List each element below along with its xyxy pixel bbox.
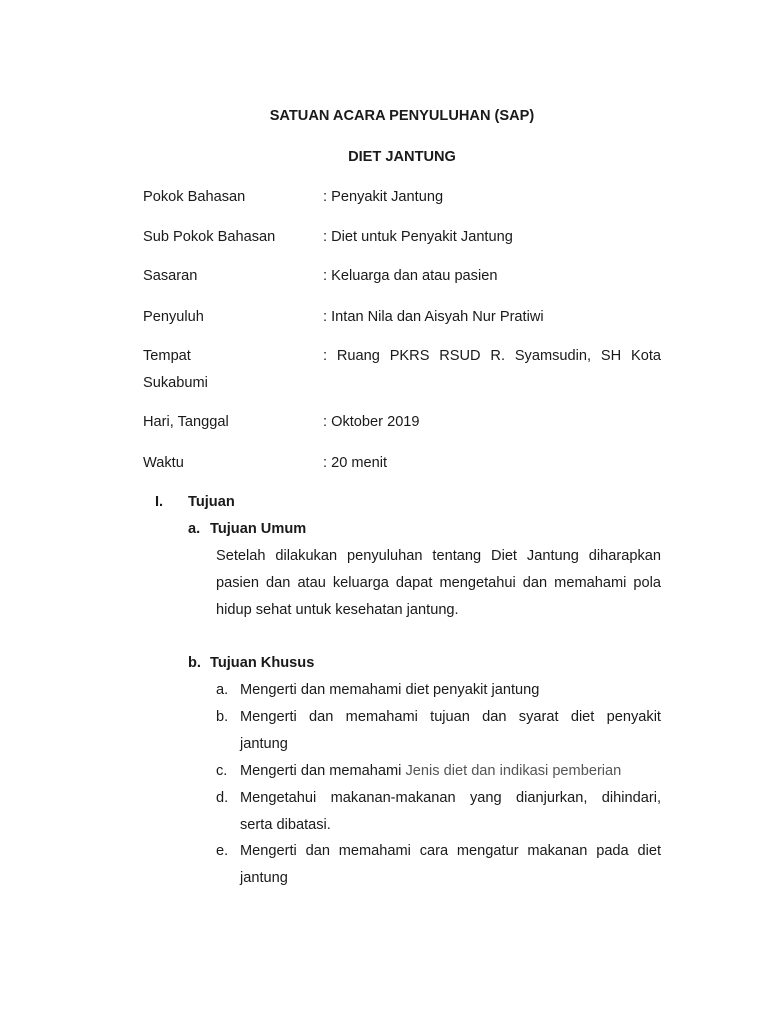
- info-value: : Ruang PKRS RSUD R. Syamsudin, SH Kota: [323, 348, 661, 364]
- list-item-text-continuation: serta dibatasi.: [240, 817, 331, 833]
- subsection-heading-khusus: [188, 655, 314, 671]
- info-value: : Diet untuk Penyakit Jantung: [323, 229, 513, 245]
- list-item-text: Mengerti dan memahami cara mengatur makanan pada diet: [240, 843, 661, 859]
- paragraph-line: Setelah dilakukan penyuluhan tentang Diet Jantung diharapkan: [216, 548, 661, 564]
- info-label: Penyuluh: [143, 309, 204, 325]
- info-row-pokok-bahasan: [143, 189, 661, 209]
- list-item-text: Mengerti dan memahami tujuan dan syarat diet penyakit: [240, 709, 661, 725]
- subsection-marker: a.: [188, 521, 201, 537]
- list-item-text-continuation: jantung: [240, 870, 288, 886]
- list-item-text: Mengerti dan memahami diet penyakit jantung: [240, 682, 540, 698]
- info-label: Hari, Tanggal: [143, 414, 229, 430]
- info-row-tempat: [143, 348, 661, 368]
- paragraph-line: pasien dan atau keluarga dapat mengetahui dan memahami pola: [216, 575, 661, 591]
- info-row-sub-pokok-bahasan: [143, 229, 661, 249]
- list-marker: c.: [216, 763, 228, 779]
- paragraph-line: hidup sehat untuk kesehatan jantung.: [216, 602, 459, 618]
- subsection-heading-umum: [188, 521, 306, 537]
- info-label: Pokok Bahasan: [143, 189, 246, 205]
- document-title: SATUAN ACARA PENYULUHAN (SAP): [269, 108, 535, 124]
- info-label: Waktu: [143, 455, 184, 471]
- info-row-hari-tanggal: [143, 414, 661, 434]
- info-label: Sub Pokok Bahasan: [143, 229, 276, 245]
- subsection-marker: b.: [188, 655, 201, 671]
- list-marker: b.: [216, 709, 229, 725]
- section-number: I.: [155, 494, 164, 510]
- list-item-text: Mengetahui makanan-makanan yang dianjurkan, dihindari,: [240, 790, 661, 806]
- info-value: : Intan Nila dan Aisyah Nur Pratiwi: [323, 309, 544, 325]
- list-item-text: [240, 763, 661, 779]
- list-item-text-continuation: jantung: [240, 736, 288, 752]
- info-row-penyuluh: [143, 309, 661, 329]
- list-marker: d.: [216, 790, 229, 806]
- info-label: Sasaran: [143, 268, 198, 284]
- info-value: : Oktober 2019: [323, 414, 420, 430]
- info-row-waktu: [143, 455, 661, 475]
- info-value-continuation: Sukabumi: [143, 375, 208, 391]
- info-value: : Keluarga dan atau pasien: [323, 268, 498, 284]
- subsection-title: Tujuan Umum: [210, 521, 307, 537]
- document-subtitle: DIET JANTUNG: [348, 149, 456, 165]
- list-item-text-part: Mengerti dan memahami: [240, 763, 406, 779]
- info-label: Tempat: [143, 348, 191, 364]
- list-item-text-highlight: Jenis diet dan indikasi pemberian: [405, 763, 622, 779]
- info-row-sasaran: [143, 268, 661, 288]
- list-marker: e.: [216, 843, 229, 859]
- info-value: : Penyakit Jantung: [323, 189, 444, 205]
- subsection-title: Tujuan Khusus: [210, 655, 315, 671]
- section-title: Tujuan: [188, 494, 235, 510]
- info-value: : 20 menit: [323, 455, 388, 471]
- list-marker: a.: [216, 682, 229, 698]
